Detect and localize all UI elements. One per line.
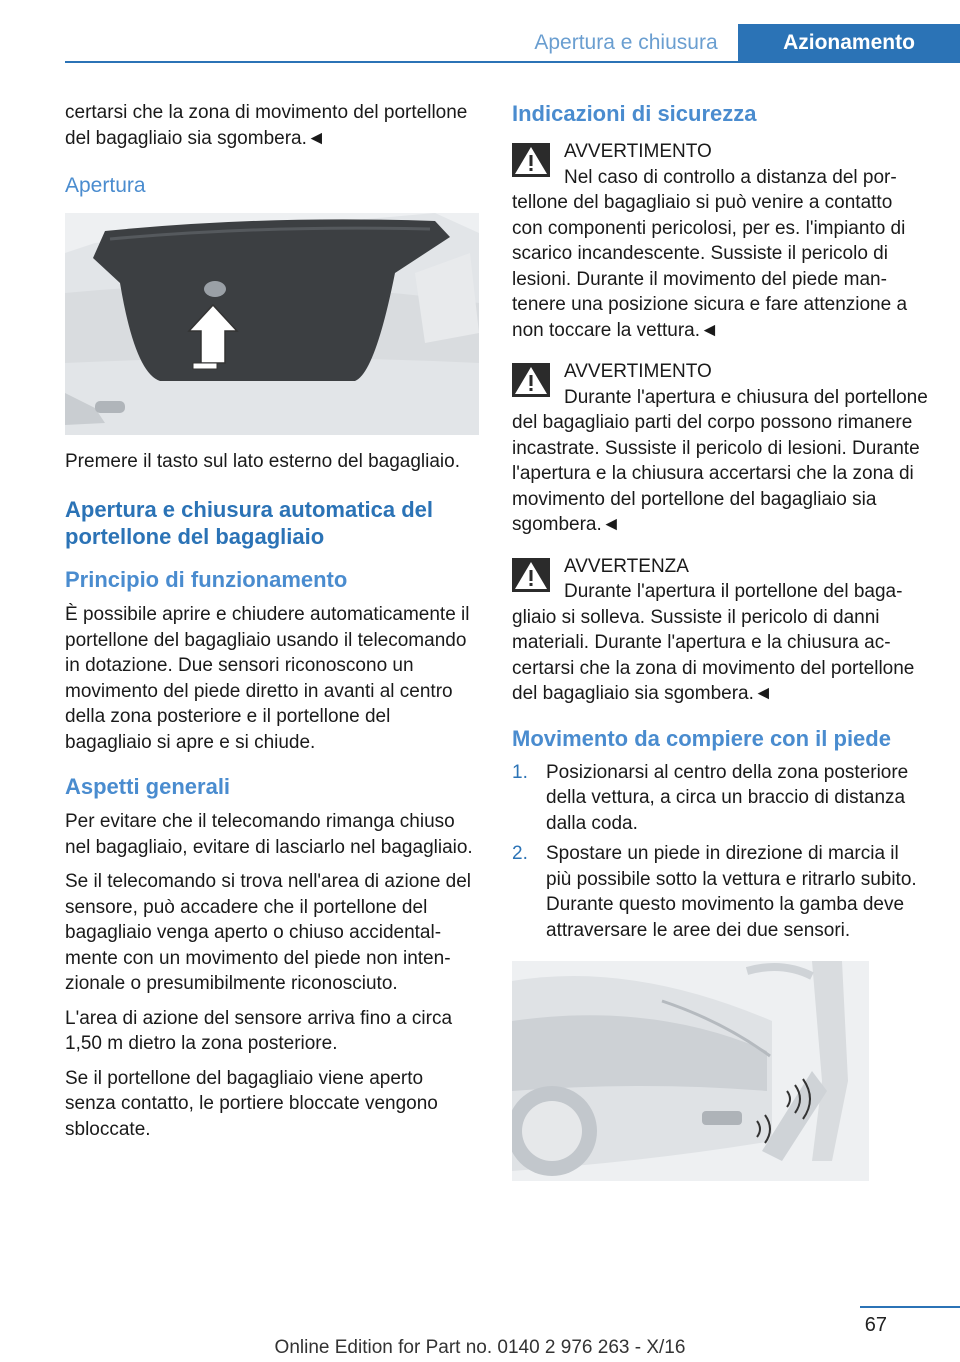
warning-title: AVVERTIMENTO <box>564 361 712 382</box>
aspetti-heading: Aspetti generali <box>65 774 231 799</box>
apertura-heading: Apertura <box>65 174 146 197</box>
principio-text: È possibile aprire e chiudere automaticamente il portellone del bagagliaio usando il telecomando in dotazione. Due sensori riconoscono un movimento del piede diretto in avanti al centro della zona posteriore e il portellone del bagagliaio si apre e si chiude. <box>65 604 470 753</box>
intro-text: certarsi che la zona di movimento del portellone del bagagliaio sia sgombera.◄ <box>65 102 468 149</box>
aspetti-paragraph-1: Per evitare che il telecomando rimanga chiuso nel bagagliaio, evitare di lasciarlo nel bagagliaio. <box>65 811 473 858</box>
warning-triangle-icon <box>512 363 550 397</box>
warning-body: Nel caso di controllo a distanza del portellone del bagagliaio si può venire a contatto con componenti pericolosi, per es. l'impianto di scarico incandescente. Sussiste il pericolo di lesioni. Durante il movimento del piede mantenere una posizione sicura e fare attenzione a non toccare la vettura.◄ <box>512 166 908 341</box>
warning-title: AVVERTENZA <box>564 555 689 577</box>
warning-block-3 <box>512 554 928 707</box>
warning-block-1 <box>512 139 928 343</box>
warning-block-2 <box>512 359 928 538</box>
step-number: 2. <box>512 843 528 864</box>
footer-rule <box>860 1306 960 1308</box>
edition-footer: Online Edition for Part no. 0140 2 976 263 - X/16 <box>274 1337 686 1358</box>
warning-triangle-icon <box>512 558 550 592</box>
header-section-title: Apertura e chiusura <box>534 31 718 54</box>
warning-title: AVVERTIMENTO <box>564 141 712 162</box>
step-text: Posizionarsi al centro della zona posteriore della vettura, a circa un braccio di distanza dalla coda. <box>546 761 909 834</box>
safety-heading: Indicazioni di sicurezza <box>512 101 757 126</box>
list-item <box>512 760 928 837</box>
foot-gesture-illustration <box>512 961 869 1181</box>
step-text: Spostare un piede in direzione di marcia il più possibile sotto la vettura e ritrarlo subito. Durante questo movimento la gamba deve attraversare le aree dei due sensori. <box>546 843 917 941</box>
right-column <box>512 100 928 1181</box>
auto-heading: Apertura e chiusura automatica del portellone del bagagliaio <box>65 497 433 549</box>
steps-list <box>512 760 928 944</box>
step-number: 1. <box>512 761 528 783</box>
warning-body: Durante l'apertura il portellone del bagagliaio si solleva. Sussiste il pericolo di danni materiali. Durante l'apertura e la chiusura accertarsi che la zona di movimento del portellone del bagagliaio sia sgombera.◄ <box>512 581 915 704</box>
principio-heading: Principio di funzionamento <box>65 567 348 592</box>
trunk-illustration <box>65 213 479 435</box>
apertura-text: Premere il tasto sul lato esterno del bagagliaio. <box>65 450 461 472</box>
list-item <box>512 841 928 943</box>
warning-body: Durante l'apertura e chiusura del portellone del bagagliaio parti del corpo possono rimanere incastrate. Sussiste il pericolo di lesioni. Durante l'apertura e la chiusura accertarsi che la zona di movimento del portellone del bagagliaio sia sgombera.◄ <box>512 386 928 535</box>
page-number: 67 <box>864 1314 887 1336</box>
left-column <box>65 100 479 1151</box>
aspetti-paragraph-2: Se il telecomando si trova nell'area di azione del sensore, può accadere che il portellone del bagagliaio venga aperto o chiuso accidentalmente con un movimento del piede non intenzionale o presumibilmente riconosciuto. <box>65 871 472 994</box>
warning-triangle-icon <box>512 143 550 177</box>
movimento-heading: Movimento da compiere con il piede <box>512 725 891 751</box>
aspetti-paragraph-3: L'area di azione del sensore arriva fino a circa 1,50 m dietro la zona posteriore. <box>65 1007 453 1054</box>
header-chapter-tab: Azionamento <box>738 24 960 62</box>
aspetti-paragraph-4: Se il portellone del bagagliaio viene aperto senza contatto, le portiere bloccate vengono sbloccate. <box>65 1067 438 1140</box>
